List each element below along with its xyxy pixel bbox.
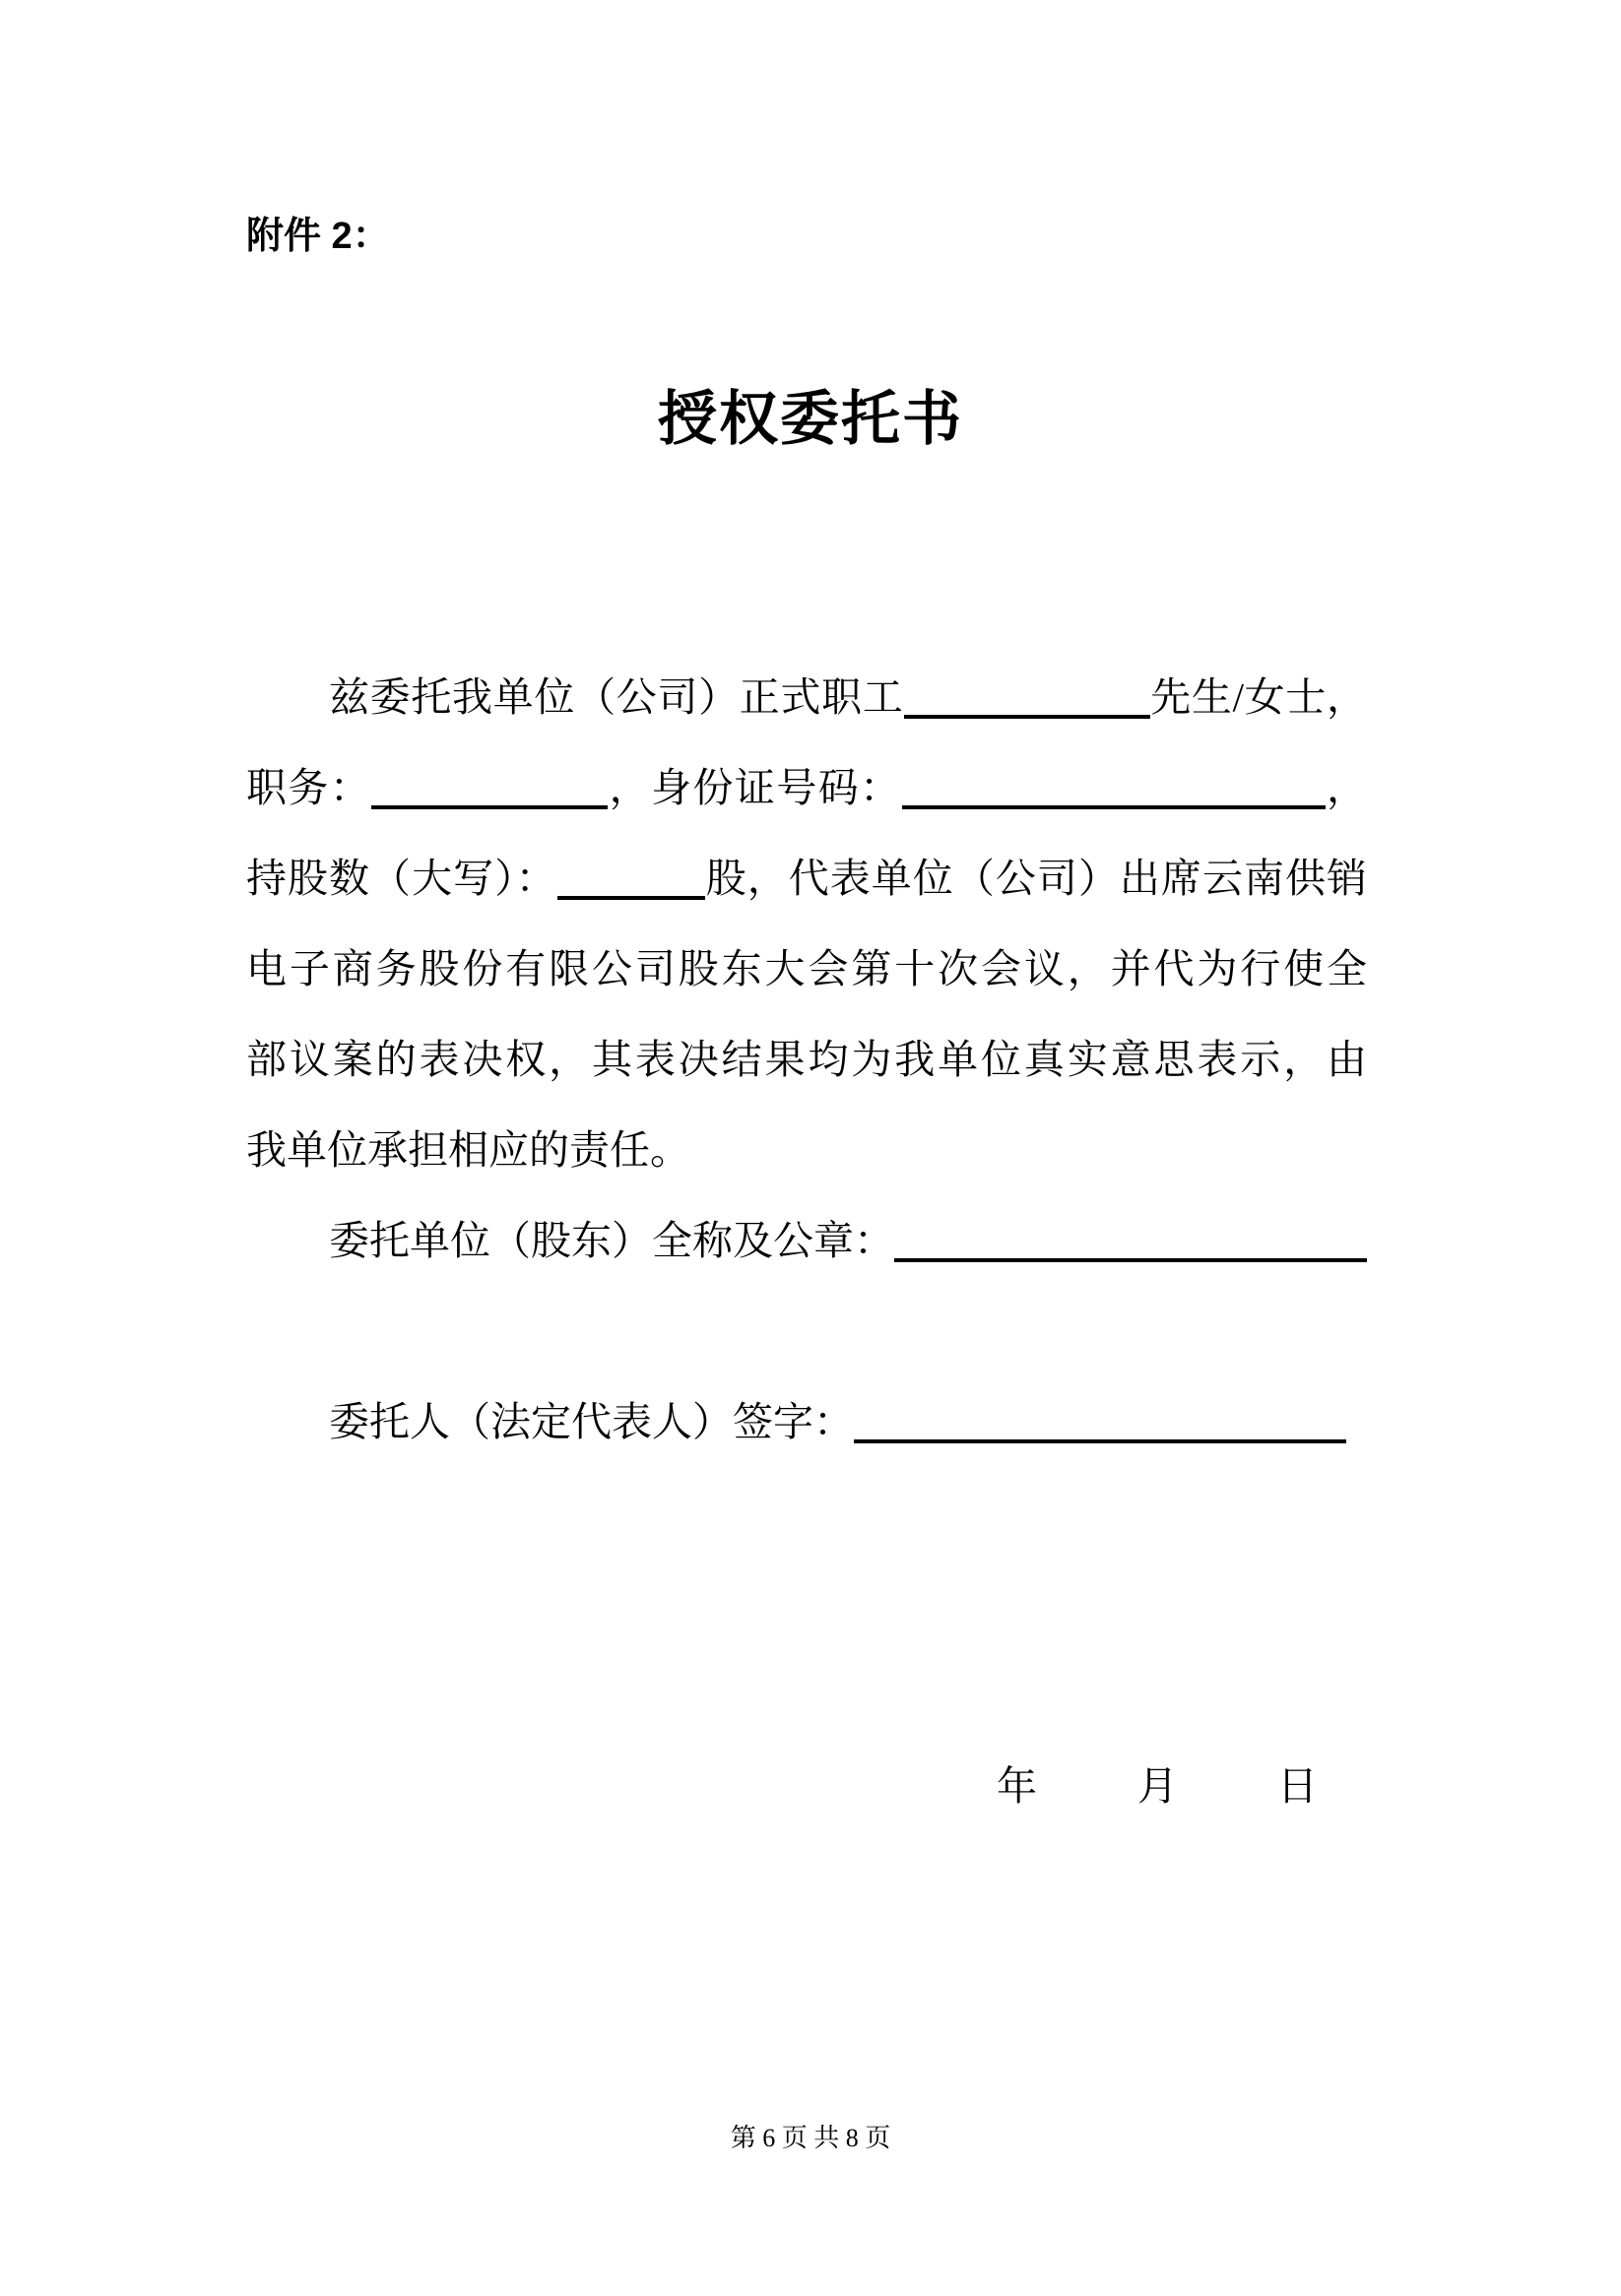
blank-field-signature [854,1435,1346,1443]
body-line-5 [246,1014,1367,1105]
entrust-unit-label: 委托单位（股东）全称及公章： [329,1218,894,1263]
body-line-1 [246,652,1367,742]
p3-rest-text: 股，代表单位（公司）出席云南供销 [704,856,1368,901]
document-body [246,652,1367,1467]
entrust-unit-line [246,1195,1367,1286]
p1-pre-text: 兹委托我单位（公司）正式职工 [329,674,904,720]
entrust-person-label: 委托人（法定代表人）签字： [329,1399,854,1444]
date-year-label: 年 [997,1763,1037,1809]
body-line-3 [246,833,1367,924]
p1-post-text: 先生/女士， [1149,674,1368,720]
body-line-6 [246,1105,1367,1195]
p3-label-text: 持股数（大写）： [246,856,557,901]
date-day-label: 日 [1277,1763,1318,1809]
p2-label-text: 职务： [246,765,372,810]
blank-line [246,1286,1367,1376]
p2-mid-text: ，身份证号码： [608,765,902,810]
blank-field-unit-name-seal [894,1254,1367,1262]
p5-text: 部议案的表决权，其表决结果均为我单位真实意思表示，由 [246,1037,1367,1082]
document-title: 授权委托书 [658,387,963,452]
p2-end-text: ， [1325,765,1368,810]
body-line-2 [246,742,1367,833]
date-month-label: 月 [1137,1763,1178,1809]
page-footer: 第 6 页 共 8 页 [730,2124,891,2152]
body-line-4 [246,924,1367,1014]
date-line [246,1741,1367,1831]
blank-field-position [371,801,608,809]
attachment-label: 附件 2： [246,216,390,257]
p4-text: 电子商务股份有限公司股东大会第十次会议，并代为行使全 [246,946,1367,991]
p6-text: 我单位承担相应的责任。 [246,1127,690,1173]
blank-field-employee-name [904,711,1150,719]
blank-field-share-count [557,892,705,900]
entrust-person-line [246,1376,1367,1467]
blank-field-id-number [902,801,1326,809]
